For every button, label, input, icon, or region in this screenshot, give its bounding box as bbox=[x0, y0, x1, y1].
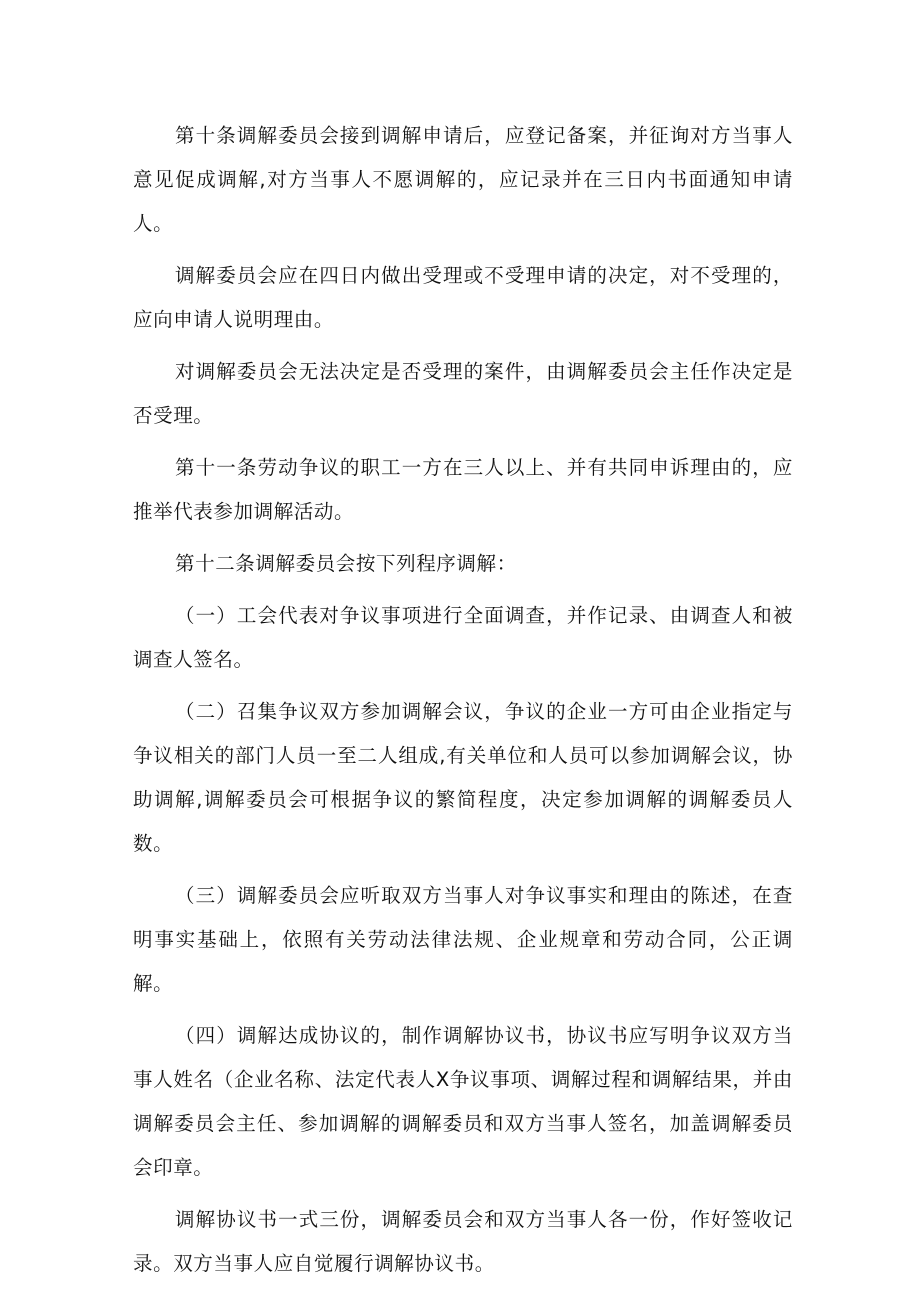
paragraph-item-2: （二）召集争议双方参加调解会议，争议的企业一方可由企业指定与争议相关的部门人员一至二人组成,有关单位和人员可以参加调解会议，协助调解,调解委员会可根据争议的繁简程度，决定参加调解的调解委员人数。 bbox=[133, 700, 793, 855]
paragraph-agreement-copies: 调解协议书一式三份，调解委员会和双方当事人各一份，作好签收记录。双方当事人应自觉履行调解协议书。 bbox=[133, 1208, 793, 1275]
paragraph-director-decision: 对调解委员会无法决定是否受理的案件，由调解委员会主任作决定是否受理。 bbox=[133, 360, 793, 427]
paragraph-item-3: （三）调解委员会应听取双方当事人对争议事实和理由的陈述，在查明事实基础上，依照有关劳动法律法规、企业规章和劳动合同，公正调解。 bbox=[133, 884, 793, 995]
paragraph-item-1: （一）工会代表对争议事项进行全面调查，并作记录、由调查人和被调查人签名。 bbox=[133, 604, 793, 671]
paragraph-article-12: 第十二条调解委员会按下列程序调解： bbox=[175, 552, 517, 575]
paragraph-article-11: 第十一条劳动争议的职工一方在三人以上、并有共同申诉理由的，应推举代表参加调解活动。 bbox=[133, 456, 793, 523]
document-body bbox=[133, 114, 793, 1294]
paragraph-acceptance-decision: 调解委员会应在四日内做出受理或不受理申请的决定，对不受理的，应向申请人说明理由。 bbox=[133, 264, 793, 331]
paragraph-article-10: 第十条调解委员会接到调解申请后，应登记备案，并征询对方当事人意见促成调解,对方当事人不愿调解的，应记录并在三日内书面通知申请人。 bbox=[133, 124, 793, 235]
paragraph-item-4: （四）调解达成协议的，制作调解协议书，协议书应写明争议双方当事人姓名（企业名称、法定代表人X争议事项、调解过程和调解结果，并由调解委员会主任、参加调解的调解委员和双方当事人签名，加盖调解委员会印章。 bbox=[133, 1024, 793, 1179]
